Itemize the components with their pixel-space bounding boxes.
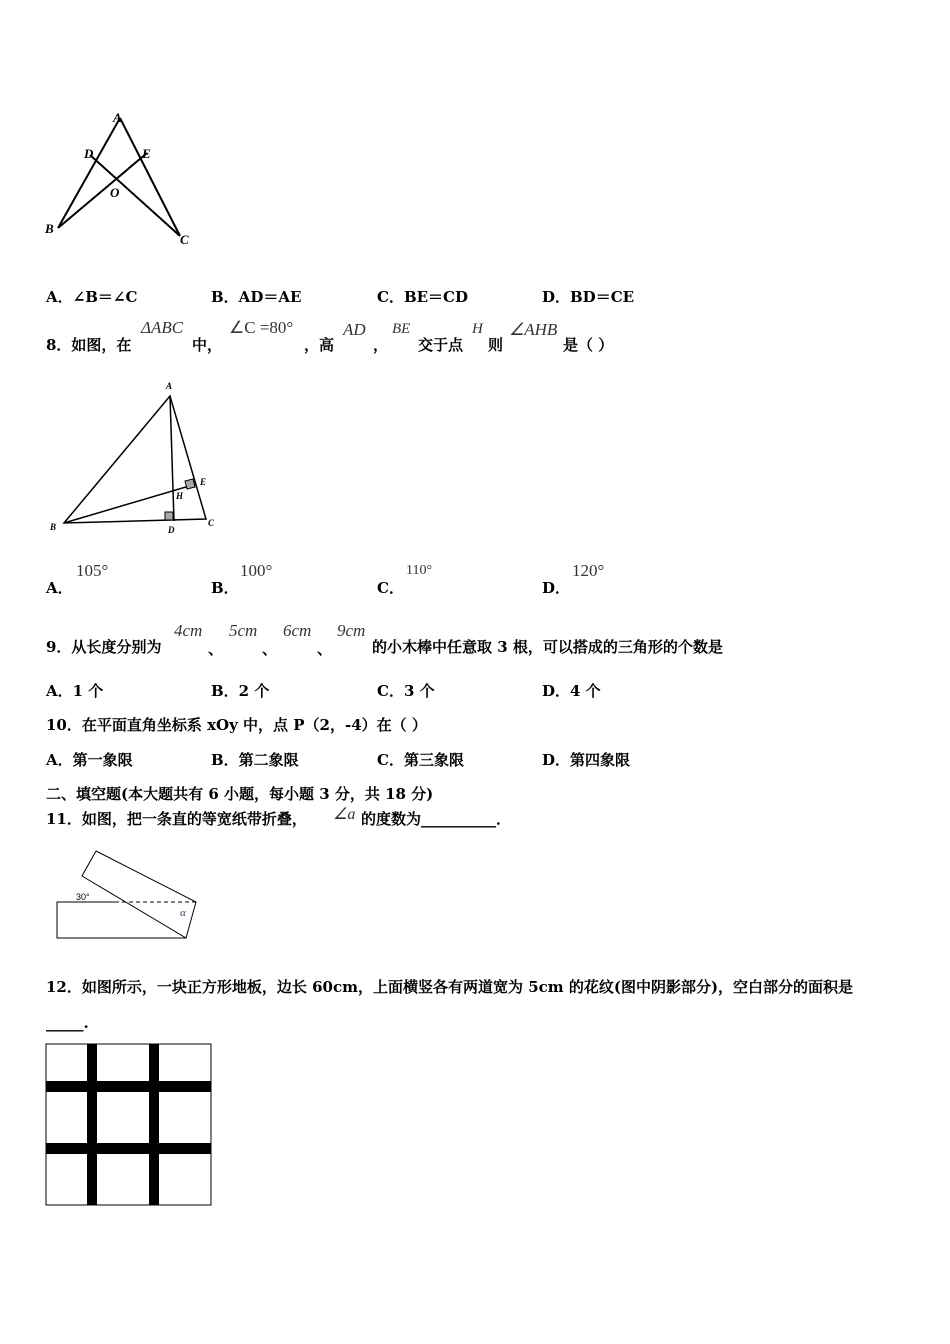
separator: 、	[317, 640, 333, 658]
label-d: D	[168, 525, 175, 535]
option-letter: A．	[46, 579, 73, 597]
q8-text: 是（ ）	[563, 336, 614, 354]
label-a: A	[113, 110, 122, 125]
q7-option-c[interactable]: C．BE＝CD	[377, 288, 468, 306]
label-b: B	[45, 221, 54, 236]
label-b: B	[50, 522, 57, 532]
q8-triangle: ΔABC	[141, 318, 184, 337]
q8-angle-ahb: ∠AHB	[509, 320, 558, 339]
q8-angle-c: ∠C =80°	[229, 318, 294, 337]
q8-text: 则	[488, 336, 504, 354]
q10-option-c[interactable]: C．第三象限	[377, 751, 464, 769]
option-value: 105°	[76, 561, 109, 580]
q7-option-d[interactable]: D．BD＝CE	[542, 288, 635, 306]
q9-text: 的小木棒中任意取 3 根，可以搭成的三角形的个数是	[372, 638, 723, 656]
q8-text: 交于点	[418, 336, 464, 354]
option-value: 110°	[406, 563, 433, 578]
section-heading: 二、填空题(本大题共有 6 小题，每小题 3 分，共 18 分)	[46, 785, 434, 803]
label-o: O	[110, 185, 120, 200]
q7-option-b[interactable]: B．AD＝AE	[211, 288, 302, 306]
q8-be: BE	[392, 321, 411, 337]
q10-option-d[interactable]: D．第四象限	[542, 751, 631, 769]
q8-prefix: 8．如图，在	[46, 336, 132, 354]
label-c: C	[180, 232, 189, 247]
figure-q12	[46, 1044, 211, 1205]
alpha-label: α	[180, 907, 186, 919]
q8-h: H	[472, 321, 483, 337]
q10-option-a[interactable]: A．第一象限	[46, 751, 133, 769]
q11-text: 的度数为__________．	[361, 810, 512, 828]
q9-option-b[interactable]: B．2 个	[211, 682, 270, 700]
q8-text: 中，	[192, 336, 223, 354]
q9-prefix: 9．从长度分别为	[46, 638, 162, 656]
q9-length-3: 6cm	[283, 621, 312, 640]
q9-length-4: 9cm	[337, 621, 366, 640]
q12-text: 12．如图所示，一块正方形地板，边长 60cm，上面横竖各有两道宽为 5cm 的花纹(图中阴影部分)，空白部分的面积是	[46, 978, 854, 996]
q10-option-b[interactable]: B．第二象限	[211, 751, 299, 769]
q9-length-1: 4cm	[174, 621, 203, 640]
option-value: 120°	[572, 561, 605, 580]
label-a: A	[166, 381, 173, 391]
q8-ad: AD	[343, 320, 366, 339]
option-letter: B．	[211, 579, 239, 597]
q12-answer-blank[interactable]: _____.	[46, 1014, 89, 1032]
q8-text: ，	[373, 336, 389, 354]
label-h: H	[176, 491, 184, 501]
option-value: 100°	[240, 561, 273, 580]
q7-option-a[interactable]: A．∠B＝∠C	[46, 288, 138, 306]
label-c: C	[208, 518, 215, 528]
figure-q7	[58, 118, 180, 236]
q11-alpha: ∠a	[333, 806, 356, 823]
label-e: E	[142, 146, 151, 161]
q10-text: 10．在平面直角坐标系 xOy 中，点 P（2，-4）在（ ）	[46, 716, 427, 734]
q9-option-d[interactable]: D．4 个	[542, 682, 601, 700]
option-letter: C．	[377, 579, 404, 597]
q8-text: ，高	[304, 336, 335, 354]
figure-q8	[64, 396, 206, 523]
q9-length-2: 5cm	[229, 621, 258, 640]
q9-option-a[interactable]: A．1 个	[46, 682, 104, 700]
label-d: D	[84, 146, 94, 161]
separator: 、	[208, 640, 224, 658]
label-e: E	[200, 477, 207, 487]
option-letter: D．	[542, 579, 571, 597]
q9-option-c[interactable]: C．3 个	[377, 682, 435, 700]
separator: 、	[262, 640, 278, 658]
angle-30-label: 30°	[76, 892, 90, 902]
q11-text: 11．如图，把一条直的等宽纸带折叠，	[46, 810, 307, 828]
